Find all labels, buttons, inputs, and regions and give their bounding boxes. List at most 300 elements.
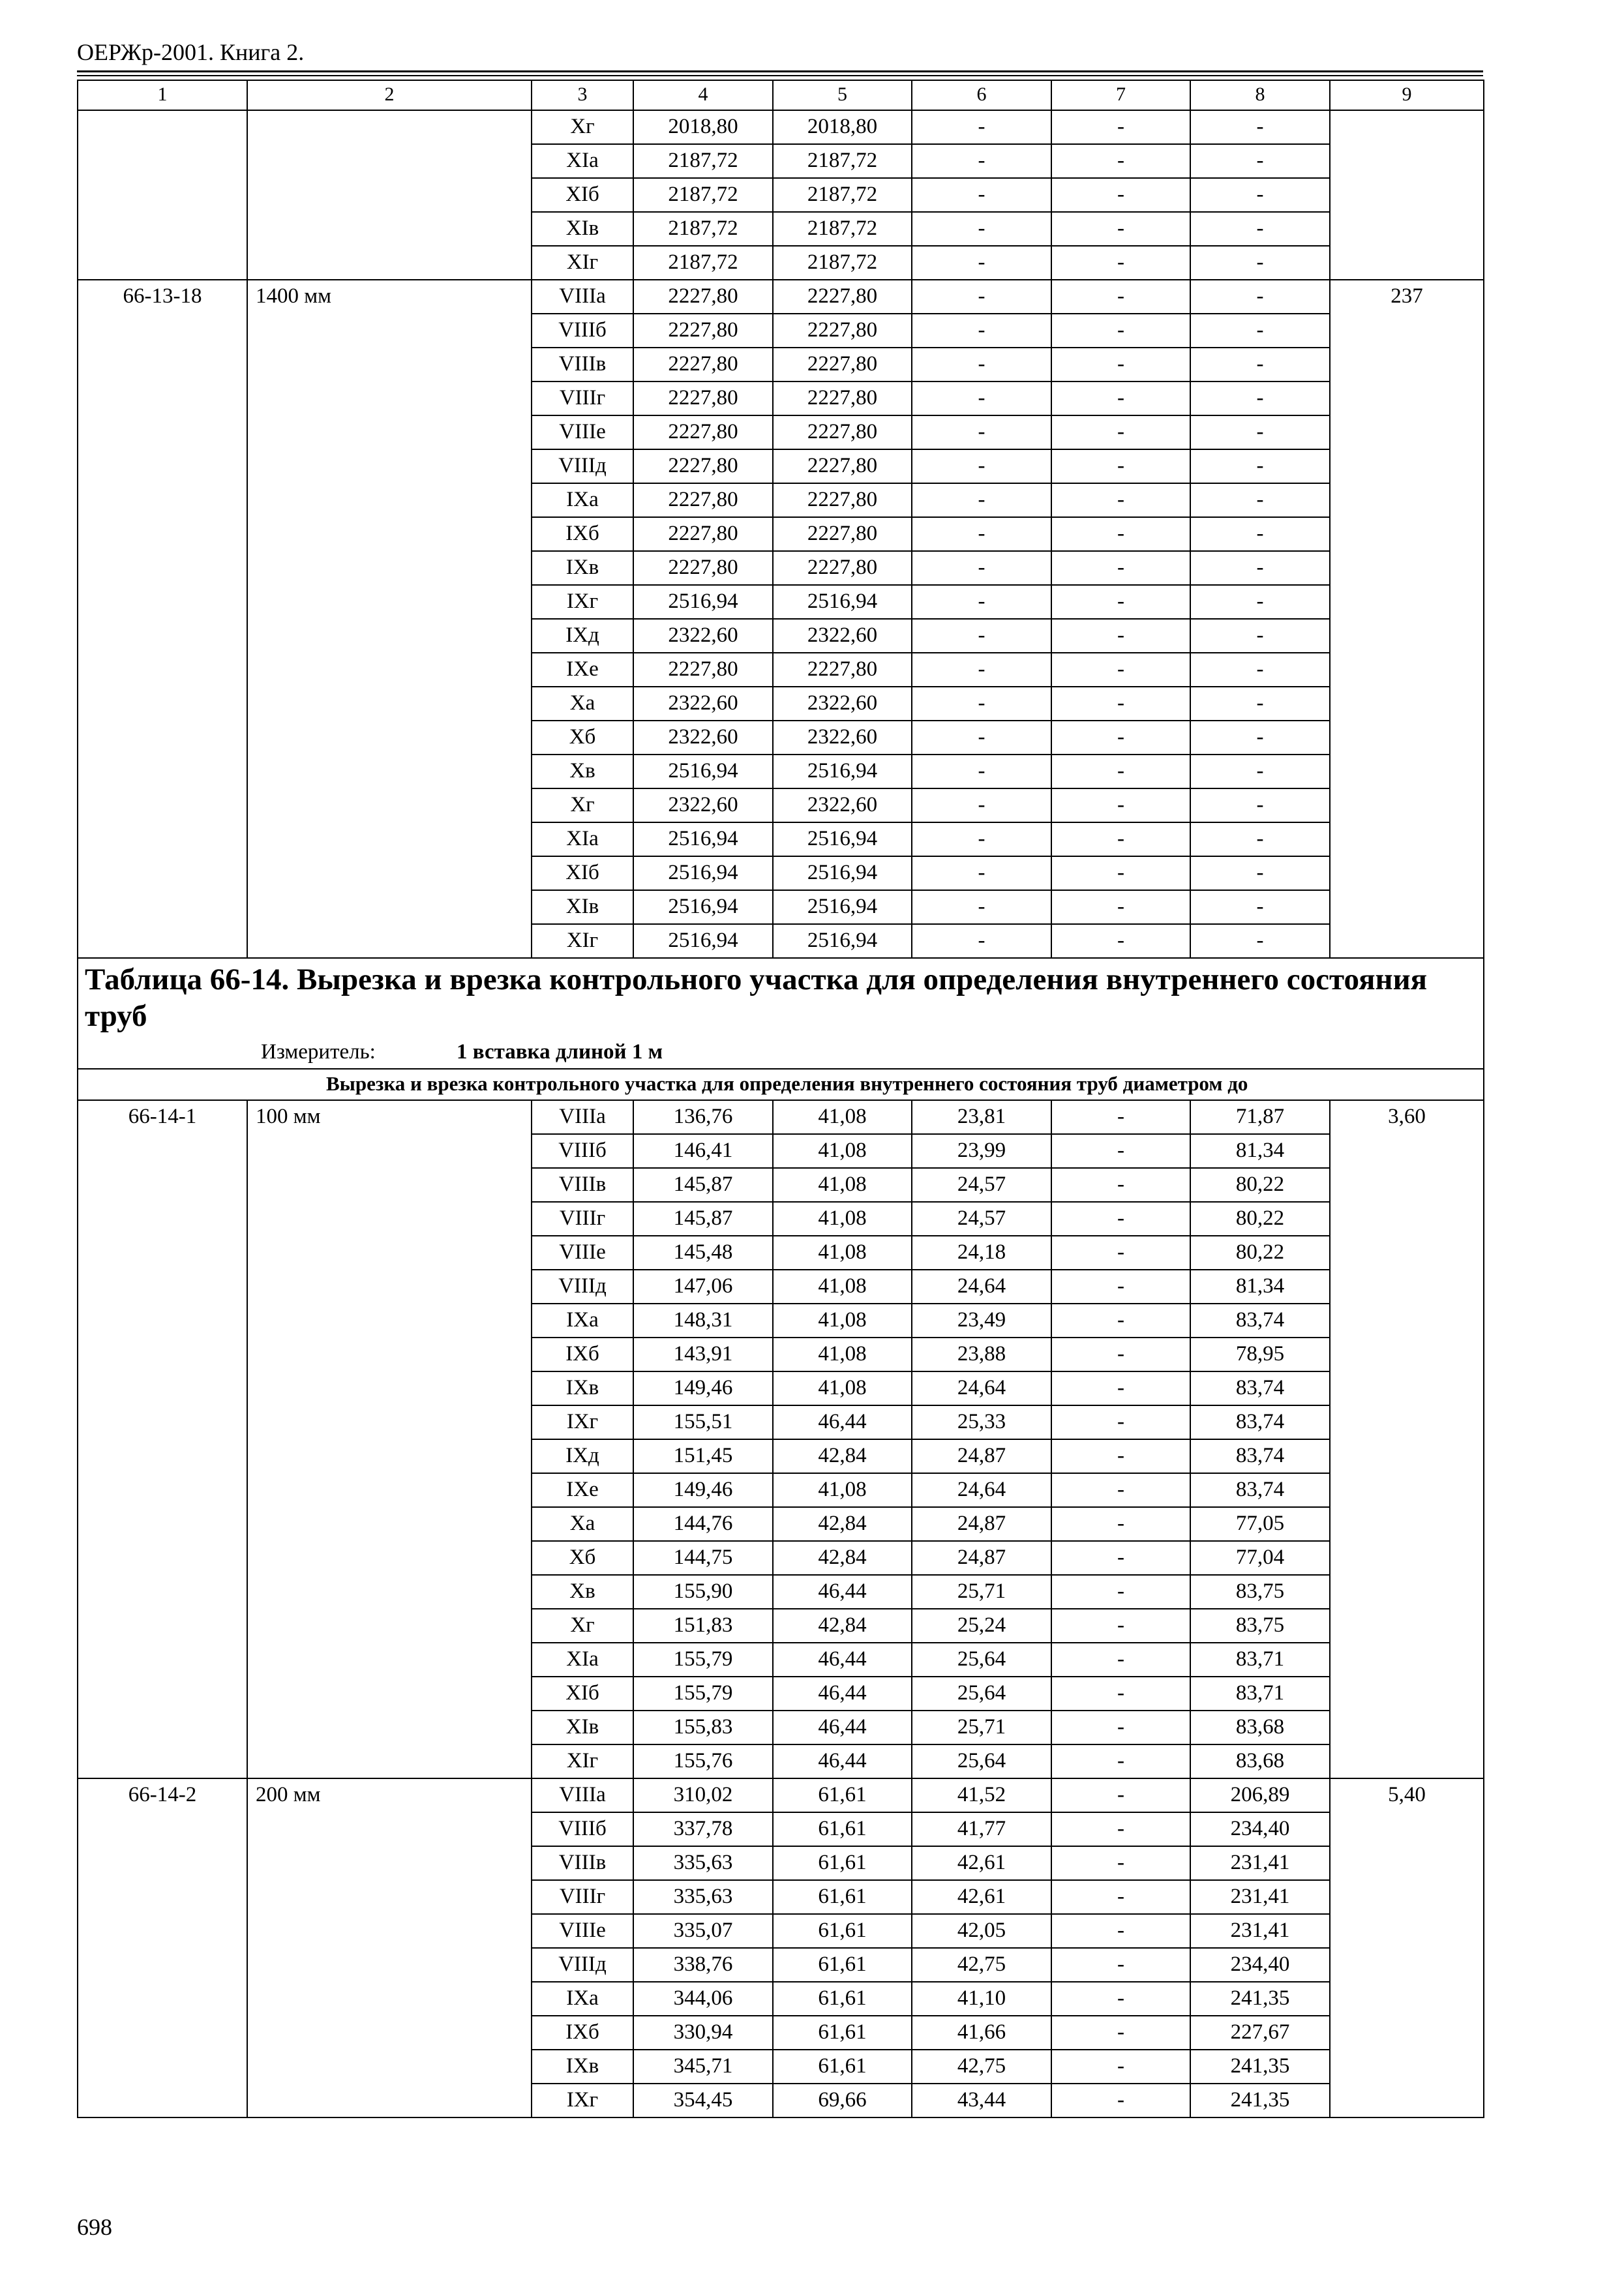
value-cell: 2227,80 bbox=[633, 348, 773, 382]
value-cell: - bbox=[1051, 2050, 1190, 2084]
table-title: Таблица 66-14. Вырезка и врезка контрольного участка для определения внутреннего состояния труб bbox=[85, 963, 1428, 1033]
zone-cell: XIг bbox=[532, 924, 633, 958]
value-cell: - bbox=[1190, 449, 1330, 483]
value-cell: - bbox=[1051, 1812, 1190, 1846]
zone-cell: IXв bbox=[532, 2050, 633, 2084]
value-cell: 2187,72 bbox=[773, 144, 912, 178]
value-cell: - bbox=[1190, 144, 1330, 178]
value-cell: - bbox=[1051, 1609, 1190, 1643]
value-cell: 2322,60 bbox=[633, 721, 773, 755]
value-cell: - bbox=[1190, 314, 1330, 348]
zone-cell: XIб bbox=[532, 1677, 633, 1711]
value-cell: 2187,72 bbox=[633, 212, 773, 246]
zone-cell: VIIIб bbox=[532, 314, 633, 348]
value-cell: 2322,60 bbox=[773, 619, 912, 653]
value-cell: - bbox=[1051, 110, 1190, 144]
value-cell: 2516,94 bbox=[773, 585, 912, 619]
table-title-block bbox=[78, 958, 1484, 1069]
value-cell: - bbox=[912, 449, 1051, 483]
zone-cell: XIг bbox=[532, 246, 633, 280]
column-number: 3 bbox=[532, 80, 633, 110]
value-cell: - bbox=[1051, 348, 1190, 382]
value-cell: 2516,94 bbox=[633, 856, 773, 890]
value-cell: 155,90 bbox=[633, 1575, 773, 1609]
value-cell: 77,05 bbox=[1190, 1507, 1330, 1541]
value-cell: 83,75 bbox=[1190, 1575, 1330, 1609]
value-cell: 206,89 bbox=[1190, 1778, 1330, 1812]
zone-cell: Xа bbox=[532, 687, 633, 721]
zone-cell: XIа bbox=[532, 144, 633, 178]
value-cell: 42,61 bbox=[912, 1846, 1051, 1880]
value-cell: - bbox=[912, 314, 1051, 348]
item-name bbox=[247, 110, 532, 280]
value-cell: - bbox=[1051, 1711, 1190, 1744]
value-cell: - bbox=[912, 653, 1051, 687]
value-cell: 2227,80 bbox=[633, 551, 773, 585]
zone-cell: VIIIд bbox=[532, 449, 633, 483]
value-cell: 338,76 bbox=[633, 1948, 773, 1982]
value-cell: 231,41 bbox=[1190, 1914, 1330, 1948]
table-row bbox=[78, 80, 1484, 110]
value-cell: 77,04 bbox=[1190, 1541, 1330, 1575]
value-cell: 23,49 bbox=[912, 1304, 1051, 1338]
value-cell: 155,83 bbox=[633, 1711, 773, 1744]
value-cell: - bbox=[1190, 382, 1330, 415]
value-cell: 83,74 bbox=[1190, 1473, 1330, 1507]
value-cell: 80,22 bbox=[1190, 1202, 1330, 1236]
value-cell: - bbox=[1051, 2016, 1190, 2050]
value-cell: - bbox=[912, 144, 1051, 178]
value-cell: 335,07 bbox=[633, 1914, 773, 1948]
zone-cell: VIIIе bbox=[532, 1236, 633, 1270]
value-cell: 42,61 bbox=[912, 1880, 1051, 1914]
value-cell: 147,06 bbox=[633, 1270, 773, 1304]
zone-cell: IXе bbox=[532, 1473, 633, 1507]
value-cell: 24,57 bbox=[912, 1168, 1051, 1202]
zone-cell: IXа bbox=[532, 483, 633, 517]
value-cell: - bbox=[1190, 415, 1330, 449]
value-cell: - bbox=[912, 348, 1051, 382]
meter-line bbox=[85, 1037, 1477, 1067]
value-cell: - bbox=[1051, 1202, 1190, 1236]
value-cell: 335,63 bbox=[633, 1880, 773, 1914]
value-cell: - bbox=[1051, 144, 1190, 178]
value-cell: 23,99 bbox=[912, 1134, 1051, 1168]
item-name: 200 мм bbox=[247, 1778, 532, 2117]
column-number: 1 bbox=[78, 80, 247, 110]
value-cell: - bbox=[1051, 721, 1190, 755]
value-cell: 24,64 bbox=[912, 1473, 1051, 1507]
value-cell: 146,41 bbox=[633, 1134, 773, 1168]
value-cell: 41,08 bbox=[773, 1100, 912, 1134]
value-cell: 42,84 bbox=[773, 1609, 912, 1643]
unit-cell bbox=[1330, 110, 1484, 280]
value-cell: 25,33 bbox=[912, 1405, 1051, 1439]
zone-cell: VIIIа bbox=[532, 1100, 633, 1134]
value-cell: 2516,94 bbox=[773, 822, 912, 856]
value-cell: 2516,94 bbox=[633, 822, 773, 856]
value-cell: 148,31 bbox=[633, 1304, 773, 1338]
zone-cell: VIIIе bbox=[532, 415, 633, 449]
value-cell: - bbox=[912, 755, 1051, 788]
column-number: 6 bbox=[912, 80, 1051, 110]
value-cell: 83,74 bbox=[1190, 1304, 1330, 1338]
value-cell: - bbox=[1190, 822, 1330, 856]
unit-cell: 5,40 bbox=[1330, 1778, 1484, 2117]
value-cell: 2227,80 bbox=[633, 314, 773, 348]
zone-cell: IXв bbox=[532, 1371, 633, 1405]
value-cell: 2227,80 bbox=[633, 449, 773, 483]
value-cell: 41,77 bbox=[912, 1812, 1051, 1846]
value-cell: 234,40 bbox=[1190, 1812, 1330, 1846]
value-cell: - bbox=[1051, 517, 1190, 551]
zone-cell: VIIIд bbox=[532, 1270, 633, 1304]
zone-cell: VIIIа bbox=[532, 1778, 633, 1812]
value-cell: - bbox=[1051, 1677, 1190, 1711]
value-cell: 83,68 bbox=[1190, 1744, 1330, 1778]
value-cell: 2516,94 bbox=[633, 585, 773, 619]
value-cell: 151,45 bbox=[633, 1439, 773, 1473]
value-cell: 41,08 bbox=[773, 1270, 912, 1304]
value-cell: 2227,80 bbox=[773, 653, 912, 687]
value-cell: 78,95 bbox=[1190, 1338, 1330, 1371]
value-cell: 41,08 bbox=[773, 1202, 912, 1236]
value-cell: - bbox=[912, 822, 1051, 856]
value-cell: 69,66 bbox=[773, 2084, 912, 2117]
zone-cell: Xа bbox=[532, 1507, 633, 1541]
value-cell: 2516,94 bbox=[633, 890, 773, 924]
value-cell: 46,44 bbox=[773, 1643, 912, 1677]
zone-cell: Xв bbox=[532, 755, 633, 788]
value-cell: - bbox=[912, 619, 1051, 653]
value-cell: 2516,94 bbox=[773, 890, 912, 924]
value-cell: 24,87 bbox=[912, 1541, 1051, 1575]
value-cell: 2227,80 bbox=[633, 280, 773, 314]
value-cell: 2227,80 bbox=[773, 483, 912, 517]
value-cell: 61,61 bbox=[773, 1846, 912, 1880]
value-cell: 42,05 bbox=[912, 1914, 1051, 1948]
value-cell: 41,66 bbox=[912, 2016, 1051, 2050]
value-cell: - bbox=[912, 551, 1051, 585]
zone-cell: IXб bbox=[532, 517, 633, 551]
value-cell: 23,88 bbox=[912, 1338, 1051, 1371]
value-cell: 46,44 bbox=[773, 1711, 912, 1744]
zone-cell: VIIIб bbox=[532, 1812, 633, 1846]
value-cell: 2187,72 bbox=[633, 178, 773, 212]
zone-cell: IXа bbox=[532, 1304, 633, 1338]
value-cell: 25,71 bbox=[912, 1575, 1051, 1609]
value-cell: 41,08 bbox=[773, 1304, 912, 1338]
value-cell: 2187,72 bbox=[633, 144, 773, 178]
zone-cell: Xг bbox=[532, 110, 633, 144]
value-cell: 24,64 bbox=[912, 1270, 1051, 1304]
value-cell: 2322,60 bbox=[773, 687, 912, 721]
value-cell: - bbox=[1051, 1643, 1190, 1677]
value-cell: 2227,80 bbox=[633, 382, 773, 415]
zone-cell: XIб bbox=[532, 856, 633, 890]
value-cell: - bbox=[912, 856, 1051, 890]
value-cell: 2227,80 bbox=[773, 314, 912, 348]
item-code: 66-14-1 bbox=[78, 1100, 247, 1778]
value-cell: 2516,94 bbox=[773, 755, 912, 788]
zone-cell: VIIIе bbox=[532, 1914, 633, 1948]
value-cell: - bbox=[1051, 1473, 1190, 1507]
value-cell: 2187,72 bbox=[773, 212, 912, 246]
value-cell: 80,22 bbox=[1190, 1168, 1330, 1202]
value-cell: - bbox=[1051, 653, 1190, 687]
value-cell: - bbox=[1190, 483, 1330, 517]
value-cell: - bbox=[1190, 348, 1330, 382]
meter-label: Измеритель: bbox=[261, 1040, 376, 1064]
value-cell: - bbox=[1051, 856, 1190, 890]
value-cell: 41,08 bbox=[773, 1338, 912, 1371]
value-cell: 151,83 bbox=[633, 1609, 773, 1643]
value-cell: 41,08 bbox=[773, 1236, 912, 1270]
value-cell: - bbox=[912, 483, 1051, 517]
value-cell: 2187,72 bbox=[633, 246, 773, 280]
value-cell: 354,45 bbox=[633, 2084, 773, 2117]
value-cell: - bbox=[1051, 1100, 1190, 1134]
value-cell: - bbox=[1051, 1338, 1190, 1371]
value-cell: 61,61 bbox=[773, 1880, 912, 1914]
value-cell: 83,68 bbox=[1190, 1711, 1330, 1744]
zone-cell: Xв bbox=[532, 1575, 633, 1609]
value-cell: - bbox=[1051, 551, 1190, 585]
value-cell: 337,78 bbox=[633, 1812, 773, 1846]
running-header: ОЕРЖр-2001. Книга 2. bbox=[77, 39, 305, 65]
value-cell: 2516,94 bbox=[633, 755, 773, 788]
value-cell: 2322,60 bbox=[773, 788, 912, 822]
value-cell: - bbox=[912, 246, 1051, 280]
unit-cell: 237 bbox=[1330, 280, 1484, 958]
value-cell: 25,71 bbox=[912, 1711, 1051, 1744]
value-cell: - bbox=[1051, 1371, 1190, 1405]
value-cell: - bbox=[912, 585, 1051, 619]
value-cell: 234,40 bbox=[1190, 1948, 1330, 1982]
value-cell: 83,75 bbox=[1190, 1609, 1330, 1643]
value-cell: - bbox=[1051, 212, 1190, 246]
zone-cell: VIIIд bbox=[532, 1948, 633, 1982]
value-cell: 46,44 bbox=[773, 1677, 912, 1711]
value-cell: 2322,60 bbox=[633, 788, 773, 822]
value-cell: - bbox=[1051, 788, 1190, 822]
rates-table bbox=[77, 80, 1484, 2118]
value-cell: 136,76 bbox=[633, 1100, 773, 1134]
value-cell: - bbox=[1190, 755, 1330, 788]
zone-cell: IXг bbox=[532, 2084, 633, 2117]
zone-cell: Xг bbox=[532, 1609, 633, 1643]
value-cell: 310,02 bbox=[633, 1778, 773, 1812]
value-cell: 2018,80 bbox=[773, 110, 912, 144]
value-cell: 231,41 bbox=[1190, 1880, 1330, 1914]
item-name: 1400 мм bbox=[247, 280, 532, 958]
table-row bbox=[78, 1778, 1484, 1812]
value-cell: 61,61 bbox=[773, 2016, 912, 2050]
value-cell: 155,79 bbox=[633, 1643, 773, 1677]
zone-cell: IXв bbox=[532, 551, 633, 585]
value-cell: - bbox=[912, 687, 1051, 721]
value-cell: 71,87 bbox=[1190, 1100, 1330, 1134]
value-cell: - bbox=[1051, 178, 1190, 212]
column-number: 5 bbox=[773, 80, 912, 110]
value-cell: - bbox=[1051, 585, 1190, 619]
value-cell: 61,61 bbox=[773, 1914, 912, 1948]
value-cell: - bbox=[1051, 314, 1190, 348]
value-cell: 2227,80 bbox=[773, 280, 912, 314]
value-cell: 335,63 bbox=[633, 1846, 773, 1880]
zone-cell: IXд bbox=[532, 1439, 633, 1473]
value-cell: - bbox=[1190, 721, 1330, 755]
value-cell: 42,84 bbox=[773, 1439, 912, 1473]
value-cell: 61,61 bbox=[773, 1778, 912, 1812]
value-cell: 41,08 bbox=[773, 1473, 912, 1507]
value-cell: 2227,80 bbox=[773, 348, 912, 382]
value-cell: - bbox=[1190, 619, 1330, 653]
value-cell: 25,24 bbox=[912, 1609, 1051, 1643]
table-row bbox=[78, 110, 1484, 144]
value-cell: - bbox=[1190, 687, 1330, 721]
value-cell: - bbox=[912, 517, 1051, 551]
value-cell: - bbox=[1190, 788, 1330, 822]
value-cell: 2187,72 bbox=[773, 246, 912, 280]
value-cell: 2227,80 bbox=[633, 517, 773, 551]
value-cell: - bbox=[1051, 449, 1190, 483]
zone-cell: IXа bbox=[532, 1982, 633, 2016]
value-cell: 144,75 bbox=[633, 1541, 773, 1575]
column-number: 4 bbox=[633, 80, 773, 110]
value-cell: - bbox=[1190, 110, 1330, 144]
value-cell: 2516,94 bbox=[773, 924, 912, 958]
value-cell: 155,76 bbox=[633, 1744, 773, 1778]
item-code bbox=[78, 110, 247, 280]
value-cell: - bbox=[1051, 687, 1190, 721]
value-cell: 41,52 bbox=[912, 1778, 1051, 1812]
value-cell: - bbox=[912, 721, 1051, 755]
value-cell: 23,81 bbox=[912, 1100, 1051, 1134]
zone-cell: Xб bbox=[532, 1541, 633, 1575]
table-row bbox=[78, 280, 1484, 314]
value-cell: - bbox=[912, 212, 1051, 246]
value-cell: 80,22 bbox=[1190, 1236, 1330, 1270]
value-cell: 83,74 bbox=[1190, 1371, 1330, 1405]
value-cell: 149,46 bbox=[633, 1371, 773, 1405]
page-number: 698 bbox=[77, 2214, 112, 2240]
value-cell: 81,34 bbox=[1190, 1134, 1330, 1168]
value-cell: 155,51 bbox=[633, 1405, 773, 1439]
value-cell: - bbox=[1051, 1744, 1190, 1778]
value-cell: 42,75 bbox=[912, 1948, 1051, 1982]
zone-cell: IXб bbox=[532, 2016, 633, 2050]
zone-cell: IXг bbox=[532, 585, 633, 619]
value-cell: 61,61 bbox=[773, 1982, 912, 2016]
value-cell: - bbox=[1051, 1541, 1190, 1575]
value-cell: 2227,80 bbox=[633, 653, 773, 687]
value-cell: - bbox=[1190, 890, 1330, 924]
zone-cell: XIв bbox=[532, 1711, 633, 1744]
value-cell: 41,08 bbox=[773, 1134, 912, 1168]
table-row bbox=[78, 1069, 1484, 1100]
value-cell: 61,61 bbox=[773, 2050, 912, 2084]
zone-cell: XIб bbox=[532, 178, 633, 212]
value-cell: - bbox=[912, 890, 1051, 924]
value-cell: 2227,80 bbox=[773, 517, 912, 551]
value-cell: - bbox=[1051, 1575, 1190, 1609]
value-cell: 2018,80 bbox=[633, 110, 773, 144]
value-cell: - bbox=[1051, 1948, 1190, 1982]
value-cell: - bbox=[912, 788, 1051, 822]
zone-cell: IXб bbox=[532, 1338, 633, 1371]
value-cell: 144,76 bbox=[633, 1507, 773, 1541]
zone-cell: Xб bbox=[532, 721, 633, 755]
value-cell: - bbox=[1051, 924, 1190, 958]
column-number: 9 bbox=[1330, 80, 1484, 110]
value-cell: 61,61 bbox=[773, 1948, 912, 1982]
column-number: 7 bbox=[1051, 80, 1190, 110]
value-cell: 2227,80 bbox=[633, 483, 773, 517]
zone-cell: IXг bbox=[532, 1405, 633, 1439]
unit-cell: 3,60 bbox=[1330, 1100, 1484, 1778]
item-code: 66-13-18 bbox=[78, 280, 247, 958]
zone-cell: XIг bbox=[532, 1744, 633, 1778]
header-rule bbox=[77, 75, 1483, 76]
value-cell: 2227,80 bbox=[773, 382, 912, 415]
item-code: 66-14-2 bbox=[78, 1778, 247, 2117]
value-cell: 42,84 bbox=[773, 1541, 912, 1575]
zone-cell: XIв bbox=[532, 890, 633, 924]
value-cell: - bbox=[1051, 1880, 1190, 1914]
value-cell: - bbox=[1051, 1405, 1190, 1439]
value-cell: 2227,80 bbox=[633, 415, 773, 449]
value-cell: 24,57 bbox=[912, 1202, 1051, 1236]
value-cell: 41,08 bbox=[773, 1168, 912, 1202]
zone-cell: VIIIа bbox=[532, 280, 633, 314]
value-cell: 143,91 bbox=[633, 1338, 773, 1371]
value-cell: 83,71 bbox=[1190, 1677, 1330, 1711]
value-cell: - bbox=[1051, 1778, 1190, 1812]
value-cell: 46,44 bbox=[773, 1744, 912, 1778]
value-cell: 24,18 bbox=[912, 1236, 1051, 1270]
value-cell: 2187,72 bbox=[773, 178, 912, 212]
value-cell: 61,61 bbox=[773, 1812, 912, 1846]
value-cell: - bbox=[1190, 585, 1330, 619]
value-cell: 83,74 bbox=[1190, 1439, 1330, 1473]
table-row bbox=[78, 958, 1484, 1069]
value-cell: - bbox=[912, 178, 1051, 212]
value-cell: 41,10 bbox=[912, 1982, 1051, 2016]
value-cell: 344,06 bbox=[633, 1982, 773, 2016]
value-cell: - bbox=[1051, 619, 1190, 653]
value-cell: 145,87 bbox=[633, 1202, 773, 1236]
group-heading: Вырезка и врезка контрольного участка для определения внутреннего состояния труб диаметром до bbox=[78, 1069, 1484, 1100]
value-cell: - bbox=[1051, 1846, 1190, 1880]
value-cell: 149,46 bbox=[633, 1473, 773, 1507]
zone-cell: IXд bbox=[532, 619, 633, 653]
value-cell: - bbox=[1051, 280, 1190, 314]
value-cell: - bbox=[1051, 1439, 1190, 1473]
value-cell: 83,74 bbox=[1190, 1405, 1330, 1439]
value-cell: - bbox=[1051, 1270, 1190, 1304]
header-rule bbox=[77, 70, 1483, 72]
value-cell: - bbox=[912, 382, 1051, 415]
value-cell: - bbox=[1051, 890, 1190, 924]
meter-value: 1 вставка длиной 1 м bbox=[457, 1040, 663, 1064]
value-cell: - bbox=[1051, 1982, 1190, 2016]
value-cell: 25,64 bbox=[912, 1744, 1051, 1778]
value-cell: - bbox=[1190, 551, 1330, 585]
column-number: 8 bbox=[1190, 80, 1330, 110]
value-cell: 83,71 bbox=[1190, 1643, 1330, 1677]
column-number: 2 bbox=[247, 80, 532, 110]
